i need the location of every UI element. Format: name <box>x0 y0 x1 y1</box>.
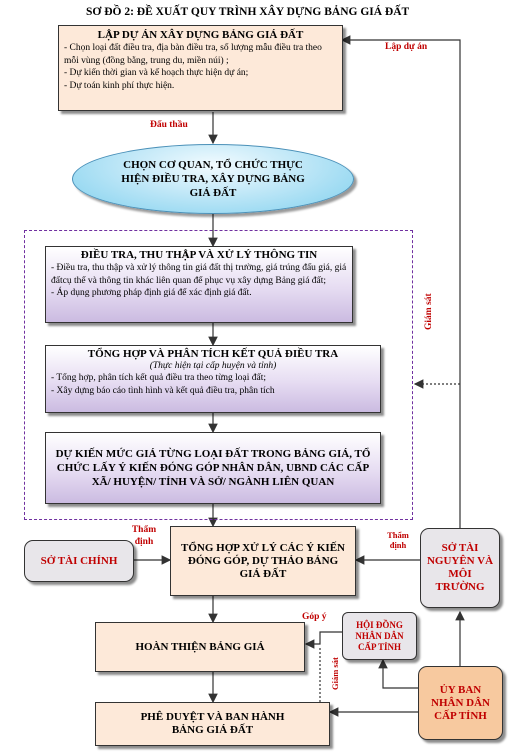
label-gop-y: Góp ý <box>302 612 327 622</box>
box-lap-du-an-line-2: - Dự kiến thời gian và kế hoạch thực hiện dự án; <box>64 68 249 78</box>
arrow-hdnd-box6 <box>306 632 342 644</box>
box-lap-du-an-line-1: - Chọn loại đất điều tra, địa bàn điều tra, số lượng mẫu điều tra theo mỗi vùng (đồng bằng, trung du, miền núi) ; <box>64 43 322 66</box>
box-tong-hop-lines <box>51 372 375 397</box>
label-tham-dinh-left: Thẩm định <box>131 525 157 547</box>
arrow-ubnd-hdnd <box>383 660 418 688</box>
ellipse-chon-co-quan: CHỌN CƠ QUAN, TỔ CHỨC THỰC HIỆN ĐIỀU TRA, XÂY DỰNG BẢNG GIÁ ĐẤT <box>72 144 354 214</box>
box-so-tai-chinh: SỞ TÀI CHÍNH <box>24 540 134 582</box>
box-tong-hop-y-kien: TỔNG HỢP XỬ LÝ CÁC Ý KIẾN ĐÓNG GÓP, DỰ THẢO BẢNG GIÁ ĐẤT <box>170 526 356 596</box>
box-lap-du-an <box>58 25 343 111</box>
box-tong-hop-heading: TỔNG HỢP VÀ PHÂN TÍCH KẾT QUẢ ĐIỀU TRA <box>87 348 339 360</box>
box-tong-hop-subheading: (Thực hiện tại cấp huyện và tỉnh) <box>149 361 277 371</box>
label-dau-thau: Đấu thầu <box>150 120 188 130</box>
box-dieu-tra <box>45 246 353 323</box>
label-tham-dinh-right: Thẩm định <box>387 530 409 550</box>
box-du-kien-muc-gia: DỰ KIẾN MỨC GIÁ TỪNG LOẠI ĐẤT TRONG BẢNG GIÁ, TỔ CHỨC LẤY Ý KIẾN ĐÓNG GÓP NHÂN DÂN, UBND CÁC CẤP XÃ/ HUYỆN/ TỈNH VÀ SỞ/ NGÀNH LIÊN QUAN <box>45 432 381 504</box>
box-hoi-dong-nhan-dan: HỘI ĐỒNG NHÂN DÂN CẤP TỈNH <box>342 612 417 660</box>
box-lap-du-an-line-3: - Dự toán kinh phí thực hiện. <box>64 80 175 91</box>
label-lap-du-an: Lập dự án <box>385 42 428 52</box>
box-dieu-tra-line-2: - Áp dụng phương pháp định giá để xác định giá đất. <box>51 288 252 298</box>
box-dieu-tra-heading: ĐIỀU TRA, THU THẬP VÀ XỬ LÝ THÔNG TIN <box>80 249 318 261</box>
box-dieu-tra-line-1: - Điều tra, thu thập và xử lý thông tin giá đất thị trường, giá trúng đấu giá, giá đấtcụ thể và thông tin khác liên quan để phục vụ xây dựng Bảng giá đất; <box>51 263 347 286</box>
label-giam-sat-right: Giám sát <box>424 293 434 330</box>
box-tong-hop-line-1: - Tổng hợp, phân tích kết quả điều tra theo từng loại đất; <box>51 373 266 383</box>
box-lap-du-an-lines <box>64 42 337 92</box>
diagram-title: SƠ ĐỒ 2: ĐỀ XUẤT QUY TRÌNH XÂY DỰNG BẢNG GIÁ ĐẤT <box>86 6 410 18</box>
box-ubnd-cap-tinh: ỦY BAN NHÂN DÂN CẤP TỈNH <box>418 666 503 740</box>
box-dieu-tra-lines <box>51 262 347 300</box>
box-lap-du-an-heading: LẬP DỰ ÁN XÂY DỰNG BẢNG GIÁ ĐẤT <box>97 29 304 41</box>
box-tong-hop-line-2: - Xây dựng báo cáo tình hình và kết quả điều tra, phân tích <box>51 385 275 396</box>
box-phe-duyet: PHÊ DUYỆT VÀ BAN HÀNH BẢNG GIÁ ĐẤT <box>95 702 330 746</box>
box-tong-hop <box>45 345 381 413</box>
box-hoan-thien: HOÀN THIỆN BẢNG GIÁ <box>95 622 305 672</box>
box-so-tnmt: SỞ TÀI NGUYÊN VÀ MÔI TRƯỜNG <box>420 528 500 608</box>
label-giam-sat-bottom: Giám sát <box>330 657 340 690</box>
